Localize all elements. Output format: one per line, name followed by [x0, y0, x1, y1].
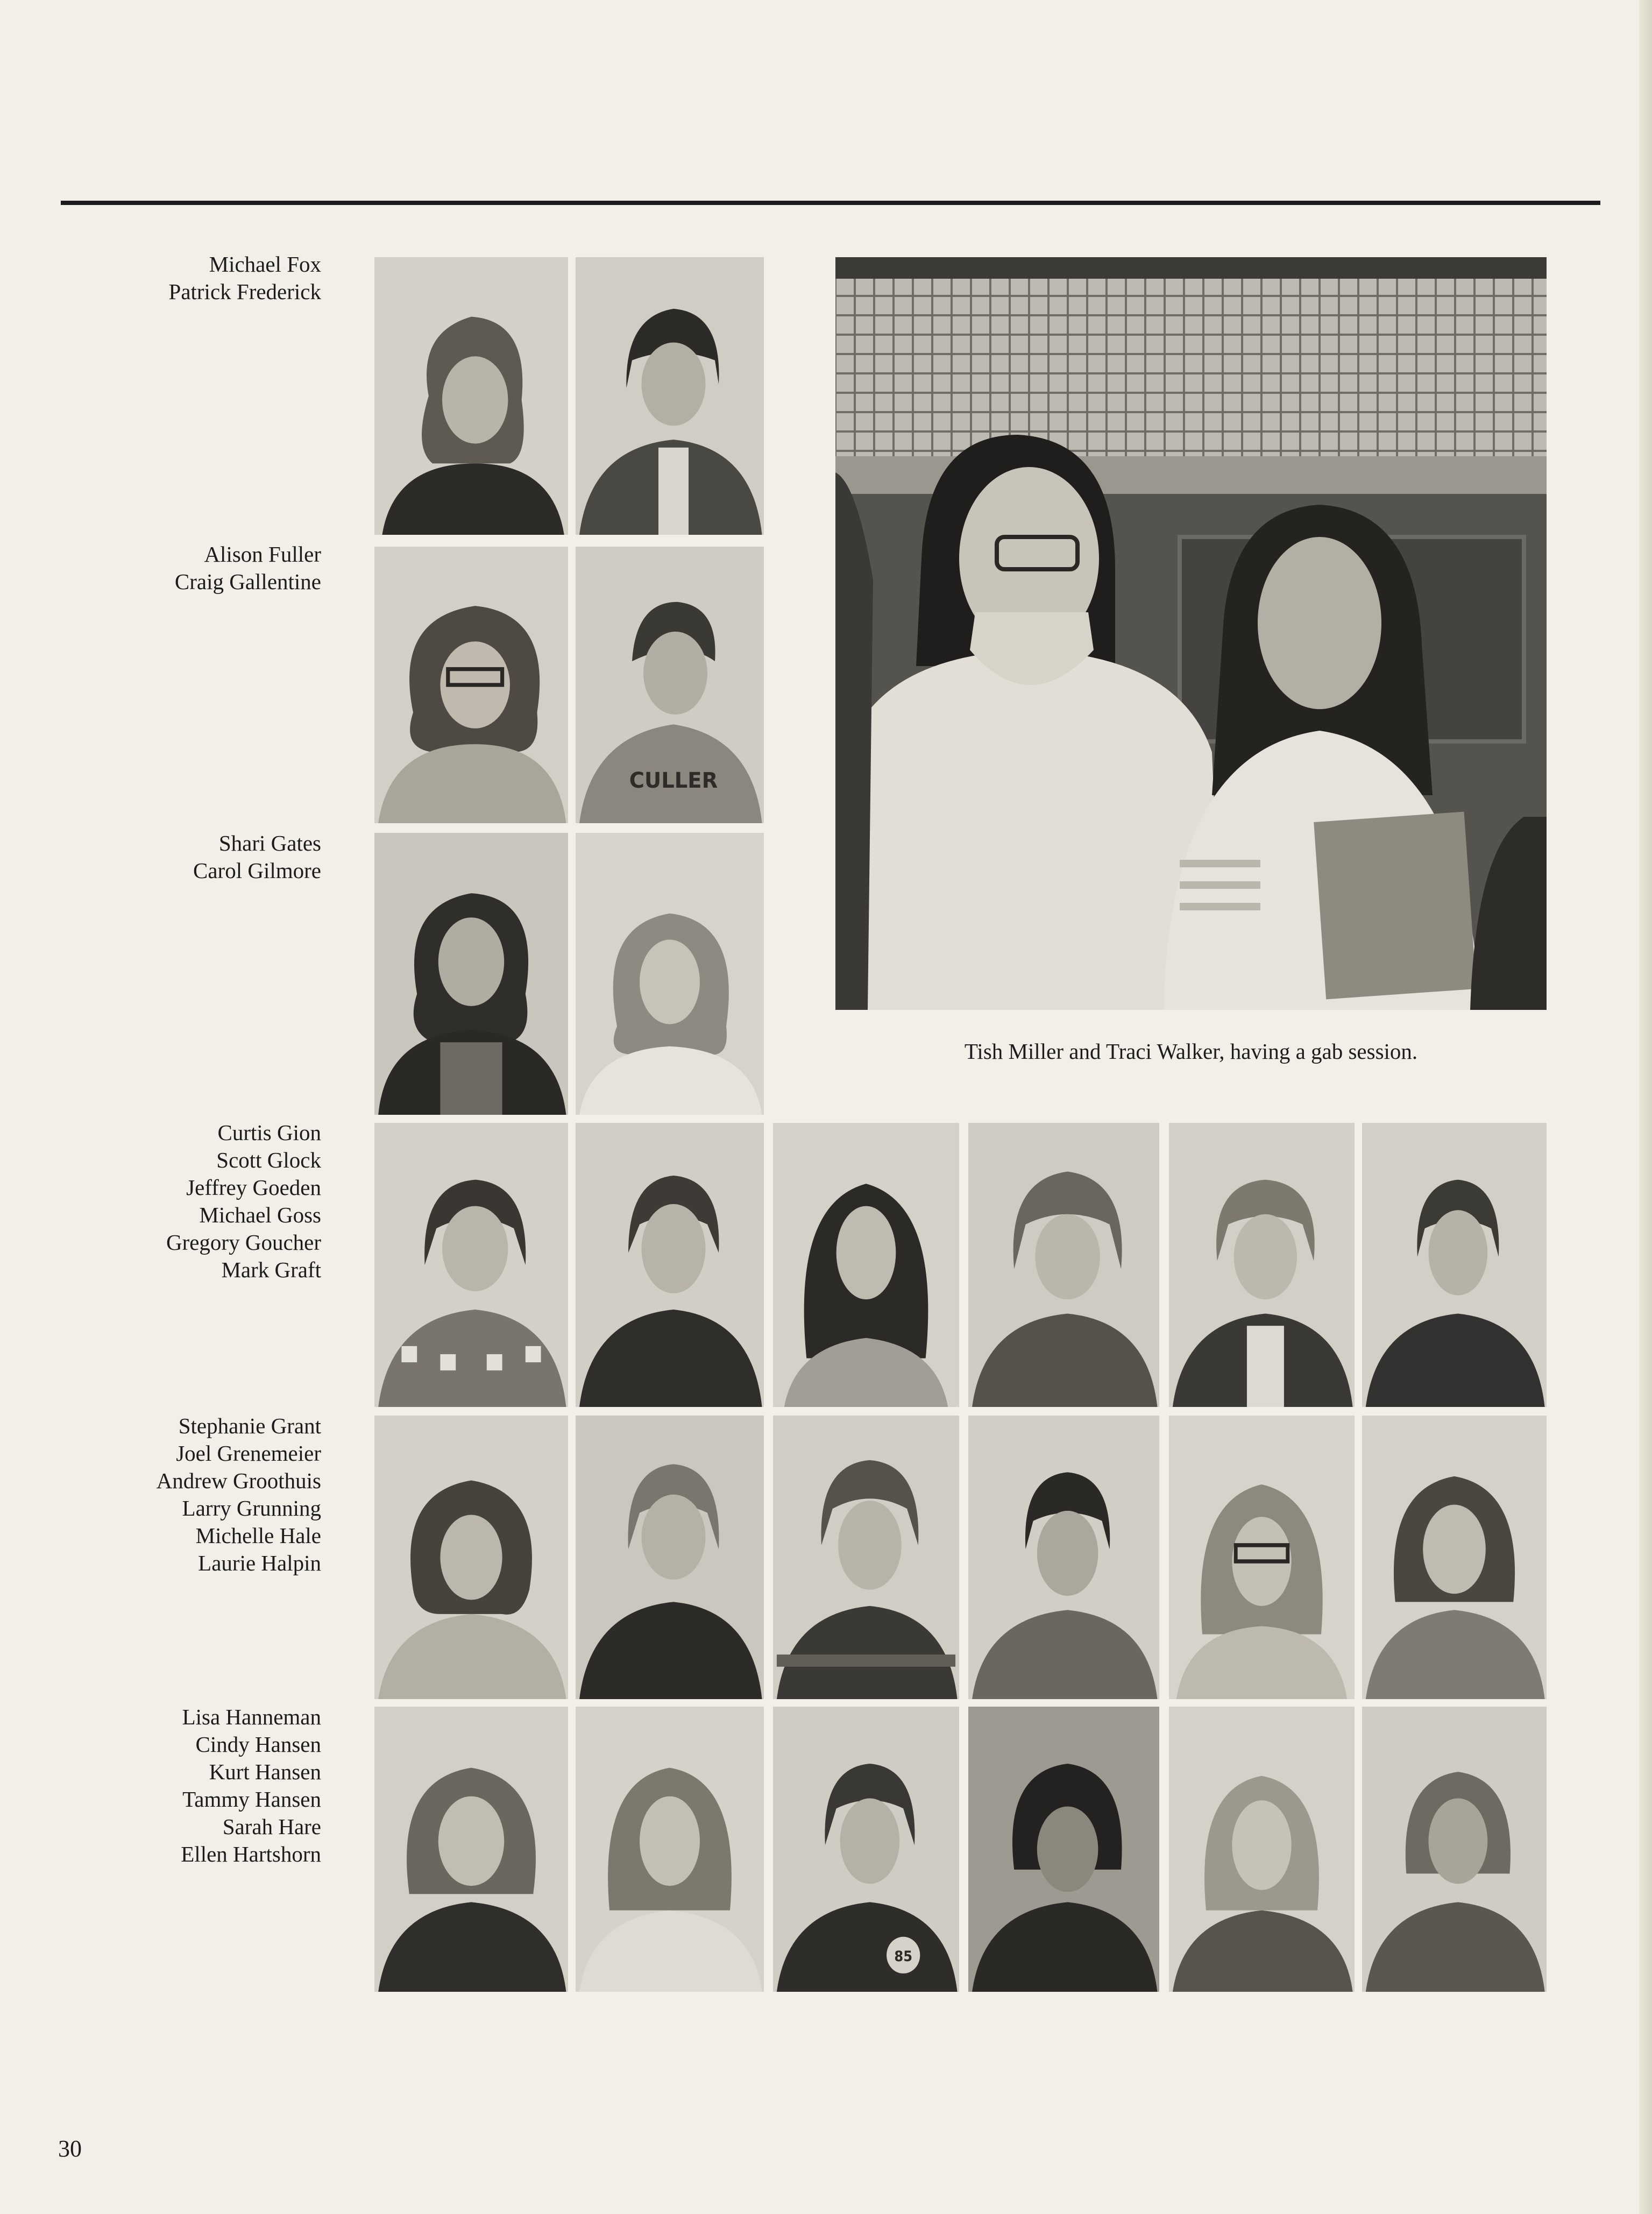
student-name: Jeffrey Goeden [186, 1175, 321, 1200]
student-name: Cindy Hansen [195, 1732, 321, 1757]
student-name: Joel Grenemeier [176, 1441, 321, 1466]
student-name: Laurie Halpin [198, 1551, 321, 1575]
student-portrait [374, 1416, 568, 1699]
student-portrait [576, 547, 764, 823]
student-portrait [968, 1707, 1159, 1992]
student-portrait [1169, 1707, 1355, 1992]
student-name: Shari Gates [218, 831, 321, 855]
student-name: Carol Gilmore [193, 858, 321, 883]
student-portrait [773, 1123, 959, 1407]
name-list-row-3 [0, 830, 321, 885]
student-name: Lisa Hanneman [182, 1704, 321, 1729]
student-portrait [576, 833, 764, 1115]
student-portrait [374, 257, 568, 535]
student-portrait [374, 1707, 568, 1992]
student-portrait [576, 1123, 764, 1407]
student-portrait [1362, 1707, 1547, 1992]
student-name: Patrick Frederick [168, 279, 321, 304]
candid-photo [835, 257, 1547, 1010]
student-name: Scott Glock [216, 1148, 321, 1172]
student-portrait [1362, 1416, 1547, 1699]
shirt-lettering: CULLER [629, 768, 718, 794]
student-portrait [576, 1707, 764, 1992]
student-name: Alison Fuller [204, 542, 321, 567]
student-name: Kurt Hansen [209, 1759, 321, 1784]
student-name: Mark Graft [221, 1257, 321, 1282]
top-rule [61, 201, 1600, 205]
student-name: Curtis Gion [217, 1120, 321, 1145]
page-number: 30 [58, 2135, 82, 2162]
student-portrait [1169, 1416, 1355, 1699]
student-portrait [968, 1416, 1159, 1699]
student-name: Michelle Hale [195, 1523, 321, 1548]
student-portrait [968, 1123, 1159, 1407]
student-portrait [773, 1707, 959, 1992]
student-portrait [576, 257, 764, 535]
name-list-row-6 [0, 1703, 321, 1868]
student-portrait [374, 833, 568, 1115]
jersey-number: 85 [894, 1948, 913, 1965]
name-list-row-2 [0, 541, 321, 596]
student-name: Ellen Hartshorn [181, 1842, 321, 1866]
student-name: Sarah Hare [222, 1814, 321, 1839]
name-list-row-4 [0, 1119, 321, 1284]
student-name: Michael Fox [209, 252, 321, 277]
student-portrait [576, 1416, 764, 1699]
student-name: Stephanie Grant [178, 1413, 321, 1438]
name-list-row-1 [0, 251, 321, 306]
student-portrait [374, 547, 568, 823]
student-portrait [1169, 1123, 1355, 1407]
student-name: Gregory Goucher [166, 1230, 321, 1255]
student-name: Andrew Groothuis [156, 1468, 321, 1493]
student-name: Larry Grunning [182, 1496, 321, 1520]
name-list-row-5 [0, 1412, 321, 1577]
photo-caption: Tish Miller and Traci Walker, having a gab session. [964, 1039, 1418, 1064]
student-portrait [1362, 1123, 1547, 1407]
student-name: Craig Gallentine [174, 569, 321, 594]
student-name: Tammy Hansen [182, 1787, 321, 1812]
student-name: Michael Goss [199, 1203, 321, 1227]
student-portrait [773, 1416, 959, 1699]
student-portrait [374, 1123, 568, 1407]
